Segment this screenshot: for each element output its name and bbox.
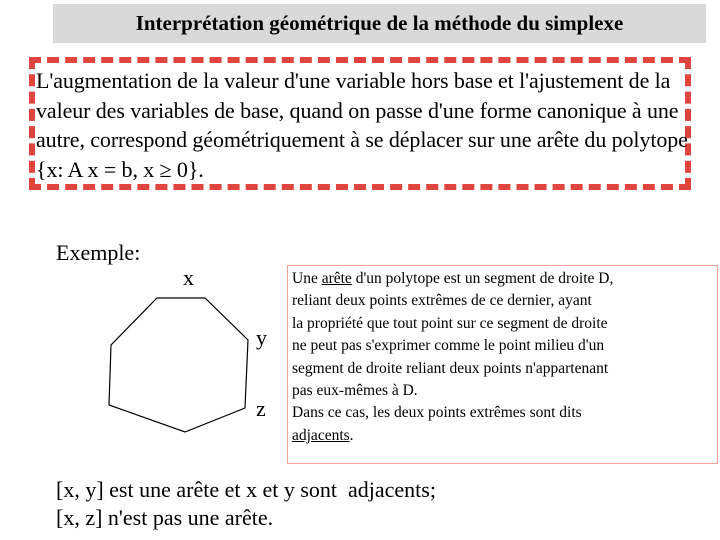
definition-line — [292, 268, 716, 290]
term-adjacents: adjacents — [292, 426, 350, 444]
definition-fragment: . — [349, 426, 354, 444]
definition-line — [292, 425, 716, 447]
slide-title-text: Interprétation géométrique de la méthode du simplexe — [135, 11, 624, 35]
intro-paragraph: L'augmentation de la valeur d'une variable hors base et l'ajustement de la valeur des variables de base, quand on passe d'une forme canonique à une autre, correspond géométriquement à se déplacer sur une arête du polytope {x: A x = b, x ≥ 0}. — [36, 68, 688, 182]
definition-line: Dans ce cas, les deux points extrêmes sont dits — [292, 404, 582, 422]
definition-fragment: Une — [292, 270, 322, 287]
definition-text — [292, 268, 716, 447]
conclusion-line-2: [x, z] n'est pas une arête. — [56, 505, 274, 530]
term-arete: arête — [321, 270, 352, 287]
vertex-label-y: y — [256, 325, 267, 350]
vertex-label-x: x — [183, 265, 194, 290]
definition-line: reliant deux points extrêmes de ce dernier, ayant — [292, 292, 592, 310]
polytope-shape — [109, 298, 248, 432]
definition-line: segment de droite reliant deux points n'appartenant — [292, 359, 609, 377]
definition-line: ne peut pas s'exprimer comme le point milieu d'un — [292, 337, 605, 355]
definition-line: la propriété que tout point sur ce segment de droite — [292, 314, 608, 332]
example-label: Exemple: — [56, 240, 141, 265]
definition-fragment: d'un polytope est un segment de droite D, — [351, 270, 614, 287]
definition-line: pas eux-mêmes à D. — [292, 382, 418, 400]
conclusion — [56, 476, 436, 532]
vertex-label-z: z — [256, 396, 266, 421]
conclusion-line-1: [x, y] est une arête et x et y sont adjacents; — [56, 477, 436, 502]
